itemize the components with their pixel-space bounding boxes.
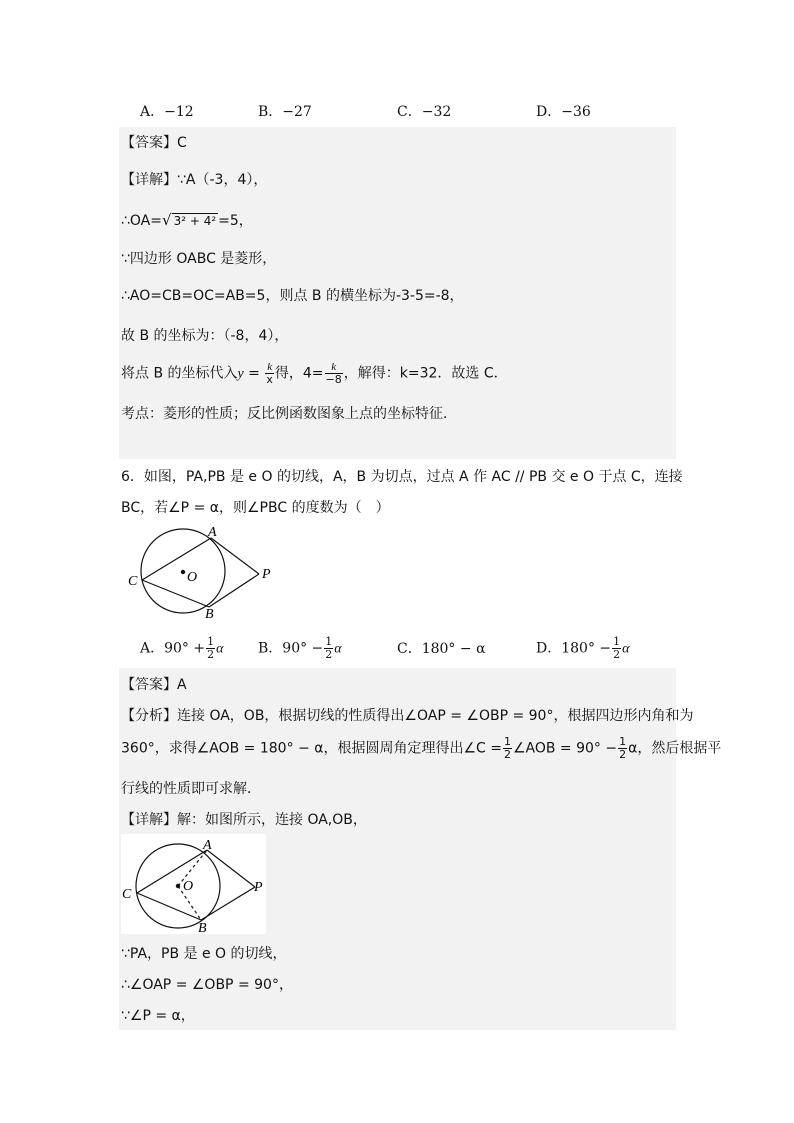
label-p: P	[254, 880, 263, 895]
label-p: P	[262, 567, 271, 582]
q6-stem-line2: BC，若∠P = α，则∠PBC 的度数为（ ）	[121, 500, 390, 516]
q6-figure2	[121, 834, 266, 934]
label-c: C	[122, 887, 132, 902]
q5-option-b: B．−27	[258, 104, 312, 120]
sqrt-radicand: 3² + 4²	[173, 214, 217, 228]
q6-detail-line2: ∵PA，PB 是 e O 的切线，	[121, 946, 287, 962]
q5-detail-line2: ∴OA=√ 3² + 4² =5，	[121, 211, 253, 229]
q6-answer: 【答案】A	[121, 677, 187, 693]
label-o: O	[183, 879, 194, 894]
q5-detail-line7: 考点：菱形的性质；反比例函数图象上点的坐标特征．	[121, 406, 457, 422]
label-b: B	[198, 921, 207, 934]
q5-detail-line4: ∴AO=CB=OC=AB=5，则点 B 的横坐标为-3-5=-8，	[121, 288, 464, 304]
label-c: C	[128, 574, 138, 589]
q6-option-b: B．90° − $\frac{1}{2}$ α	[258, 635, 342, 661]
q5-option-a: A．−12	[140, 104, 194, 120]
q5-option-d: D．−36	[536, 104, 591, 120]
q6-option-d: D．180° − $\frac{1}{2}$ α	[536, 635, 630, 661]
center-dot	[176, 884, 180, 888]
q5-option-c: C．−32	[397, 104, 452, 120]
label-a: A	[203, 838, 212, 853]
q5-detail-line6: 将点 B 的坐标代入y = $\frac{k}{x}$ 得，4= $\frac{k}{-8}$ ，解得：k=32．故选 C．	[121, 361, 508, 386]
line-ap	[207, 850, 255, 887]
q6-stem-line1: 6．如图，PA,PB 是 e O 的切线，A，B 为切点，过点 A 作 AC // PB 交 e O 于点 C，连接	[121, 469, 683, 485]
line-cb	[142, 580, 209, 607]
fraction-k-over-neg8: $\frac{k}{-8}$	[325, 361, 342, 386]
q6-detail-line3: ∴∠OAP = ∠OBP = 90°，	[121, 977, 293, 993]
label-b: B	[205, 607, 214, 620]
q5-answer: 【答案】C	[121, 135, 187, 151]
q6-option-a: A．90° + $\frac{1}{2}$ α	[140, 635, 224, 661]
q6-analysis-line2: 360°，求得∠AOB = 180° − α，根据圆周角定理得出∠C = $\frac{1}{2}$ ∠AOB = 90° − $\frac{1}{2}$ α，然后根据平	[121, 735, 722, 761]
label-o: O	[187, 570, 198, 585]
fraction-k-over-x: $\frac{k}{x}$	[266, 361, 273, 386]
q6-detail-line1: 【详解】解：如图所示，连接 OA,OB，	[121, 812, 367, 828]
q5-detail-line5: 故 B 的坐标为：（-8，4），	[121, 328, 289, 344]
q5-detail-line1: 【详解】∵A（-3，4），	[121, 172, 268, 188]
q6-detail-line4: ∵∠P = α，	[121, 1008, 195, 1024]
center-dot	[181, 570, 185, 574]
q5-detail-line3: ∵四边形 OABC 是菱形，	[121, 251, 277, 267]
line-bp	[209, 574, 259, 607]
q6-option-c: C．180° − α	[397, 641, 486, 657]
label-a: A	[208, 525, 217, 540]
q6-analysis-line3: 行线的性质即可求解．	[121, 781, 261, 797]
line-bp	[201, 887, 255, 920]
line-ca	[142, 538, 211, 580]
q6-analysis-line1: 【分析】连接 OA，OB，根据切线的性质得出∠OAP = ∠OBP = 90°，根据四边形内角和为	[121, 708, 694, 724]
line-ap	[211, 538, 259, 574]
q6-figure	[125, 522, 275, 620]
